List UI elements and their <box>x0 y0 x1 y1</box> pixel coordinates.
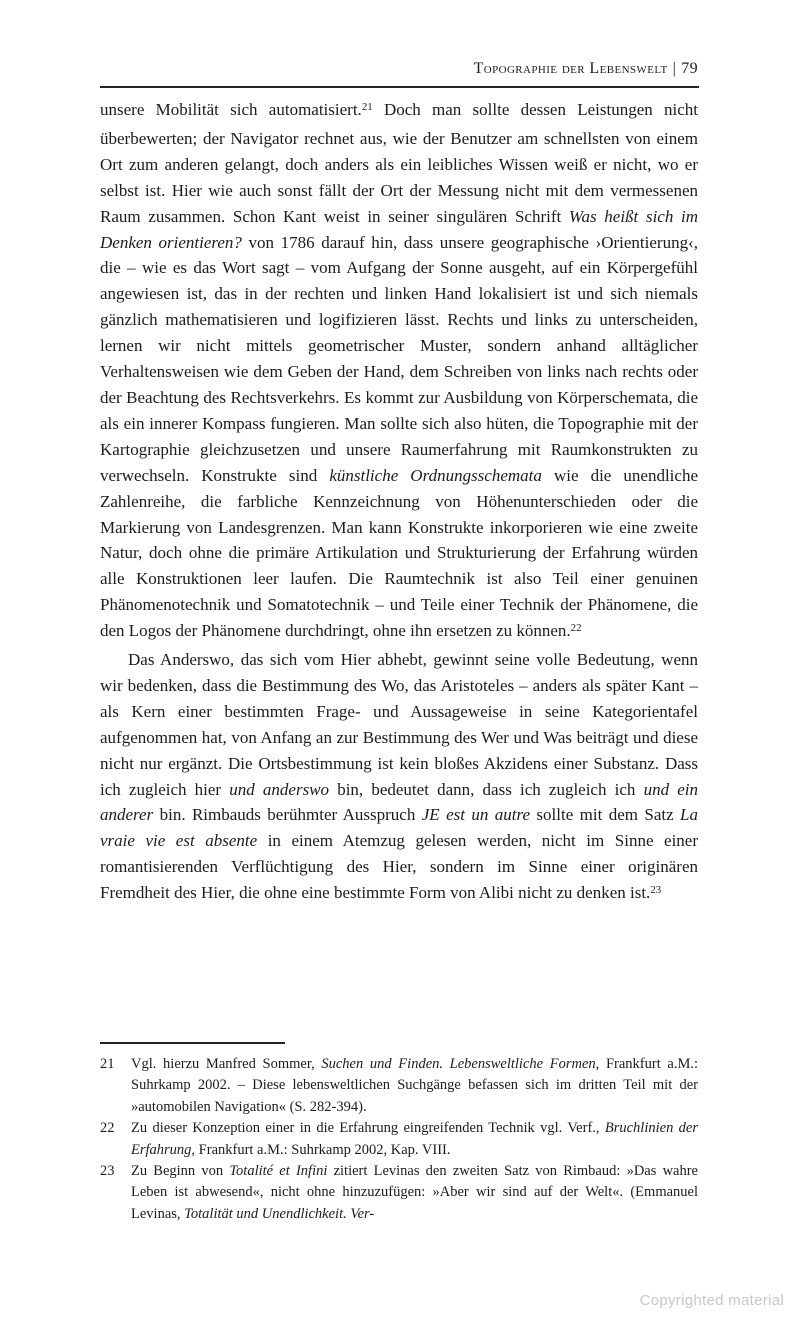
text-run: Vgl. hierzu Manfred Sommer, <box>131 1056 322 1072</box>
footnote-21 <box>100 1054 698 1118</box>
text-run: bin. Rimbauds berühmter Ausspruch <box>153 805 422 825</box>
text-run: unsere Mobilität sich automatisiert. <box>100 100 362 119</box>
paragraph-1 <box>100 97 698 647</box>
text-run: La vraie vie est absente <box>100 805 698 851</box>
text-run: bin, bedeutet dann, dass ich zugleich ich <box>329 779 644 799</box>
text-run: Suchen und Finden. Lebensweltliche Formen <box>321 1056 596 1072</box>
footnote-text <box>131 1161 698 1225</box>
text-run: Bruchlinien der Erfahrung <box>131 1120 698 1158</box>
text-run: wie die unendliche Zahlenreihe, die farbliche Kennzeichnung von Höhenunterschieden oder die Markierung von Landesgrenzen. Man kann Konstrukte inkorporieren wie eine zweite Natur, doch ohne die primäre Artikulation und Strukturierung der Erfahrung würden alle Konstruktionen leer laufen. Die Raumtechnik ist also Teil einer genuinen Phänomenotechnik und Somatotechnik – und Teile einer Technik der Phänomene, die den Logos der Phänomene durchdringt, ohne ihn ersetzen zu können. <box>100 465 698 641</box>
footnote-text <box>131 1054 698 1118</box>
footnotes-section <box>100 1042 698 1225</box>
footnote-ref: 23 <box>650 884 662 897</box>
footnote-number: 21 <box>100 1056 115 1072</box>
text-run: und ein anderer <box>100 779 699 825</box>
footnote-rule <box>100 1042 285 1044</box>
running-head <box>100 59 698 79</box>
text-run: Was heißt sich im Denken orientieren? <box>100 206 699 252</box>
text-run: in einem Atemzug gelesen werden, nicht im Sinne einer romantisierenden Verflüchtigung des Hier, sondern im Sinne einer originären Fremdheit des Hier, die ohne eine bestimmte Form von Alibi nicht zu denken ist. <box>100 831 699 903</box>
text-run: , Frankfurt a.M.: Suhrkamp 2002. – Diese lebensweltlichen Suchgänge befassen sich im dritten Teil mit der »automobilen Navigation« (S. 282-394). <box>131 1056 698 1115</box>
footnote-number: 23 <box>100 1163 115 1180</box>
paragraph-2 <box>100 647 698 909</box>
footnote-number: 22 <box>100 1120 115 1137</box>
footnote-23 <box>100 1161 698 1225</box>
footnote-ref: 22 <box>570 622 582 635</box>
text-run: JE est un autre <box>421 805 531 825</box>
text-run: , Frankfurt a.M.: Suhrkamp 2002, Kap. VIII. <box>191 1141 451 1158</box>
text-run: Das Anderswo, das sich vom Hier abhebt, gewinnt seine volle Bedeutung, wenn wir bedenken, dass die Bestimmung des Wo, das Aristoteles – anders als später Kant – als Kern einer bestimmten Frage- und Aussageweise in seine Kategorientafel aufgenommen hat, von Anfang an zur Bestimmung des Wer und Was beiträgt und diese nicht nur ergänzt. Die Ortsbestimmung ist kein bloßes Akzidens einer Substanz. Dass ich zugleich hier <box>100 650 698 799</box>
text-run: Zu Beginn von <box>131 1163 230 1180</box>
footnote-ref: 21 <box>361 101 373 114</box>
text-run: und anderswo <box>229 779 330 799</box>
footnote-22 <box>100 1118 698 1161</box>
header-rule <box>100 86 699 88</box>
text-run: Totalität und Unendlichkeit. Ver- <box>184 1205 375 1222</box>
text-run: sollte mit dem Satz <box>530 805 681 825</box>
text-run: von 1786 darauf hin, dass unsere geographische ›Orientierung‹, die – wie es das Wort sagt – vom Aufgang der Sonne ausgeht, auf ein Körpergefühl angewiesen ist, das in der rechten und linken Hand lokalisiert ist und sich niemals gänzlich mathematisieren und logifizieren lässt. Rechts und links zu unterscheiden, lernen wir nicht mittels geometrischer Muster, sondern anhand alltäglicher Verhaltensweisen wie dem Geben der Hand, dem Schreiben von links nach rechts oder der Beachtung des Rechtsverkehrs. Es kommt zur Ausbildung von Körperschemata, die als ein innerer Kompass fungieren. Man sollte sich also hüten, die Topographie mit der Kartographie gleichzusetzen und unsere Raumerfahrung mit Raumkonstrukten zu verwechseln. Konstrukte sind <box>100 232 698 485</box>
watermark: Copyrighted material <box>639 1292 784 1309</box>
text-run: künstliche Ordnungsschemata <box>329 465 542 485</box>
text-run: Zu dieser Konzeption einer in die Erfahrung eingreifenden Technik vgl. Verf., <box>131 1120 605 1137</box>
text-run: zitiert Levinas den zweiten Satz von Rimbaud: »Das wahre Leben ist abwesend«, nicht ohne hinzuzufügen: »Aber wir sind auf der Welt«. (Emmanuel Levinas, <box>131 1163 698 1222</box>
text-run: Doch man sollte dessen Leistungen nicht überbewerten; der Navigator rechnet aus, wie der Benutzer am schnellsten von einem Ort zum anderen gelangt, doch anders als ein leibliches Wissen weiß er nicht, wo er selbst ist. Hier wie auch sonst fällt der Ort der Messung nicht mit dem vermessenen Raum zusammen. Schon Kant weist in seiner singulären Schrift <box>100 100 699 226</box>
body-text <box>100 97 698 909</box>
running-head-separator: | <box>672 60 677 77</box>
running-head-title: Topographie der Lebenswelt <box>473 60 668 77</box>
text-run: Totalité et Infini <box>229 1163 328 1180</box>
page-number: 79 <box>681 60 698 77</box>
footnote-text <box>131 1118 698 1161</box>
